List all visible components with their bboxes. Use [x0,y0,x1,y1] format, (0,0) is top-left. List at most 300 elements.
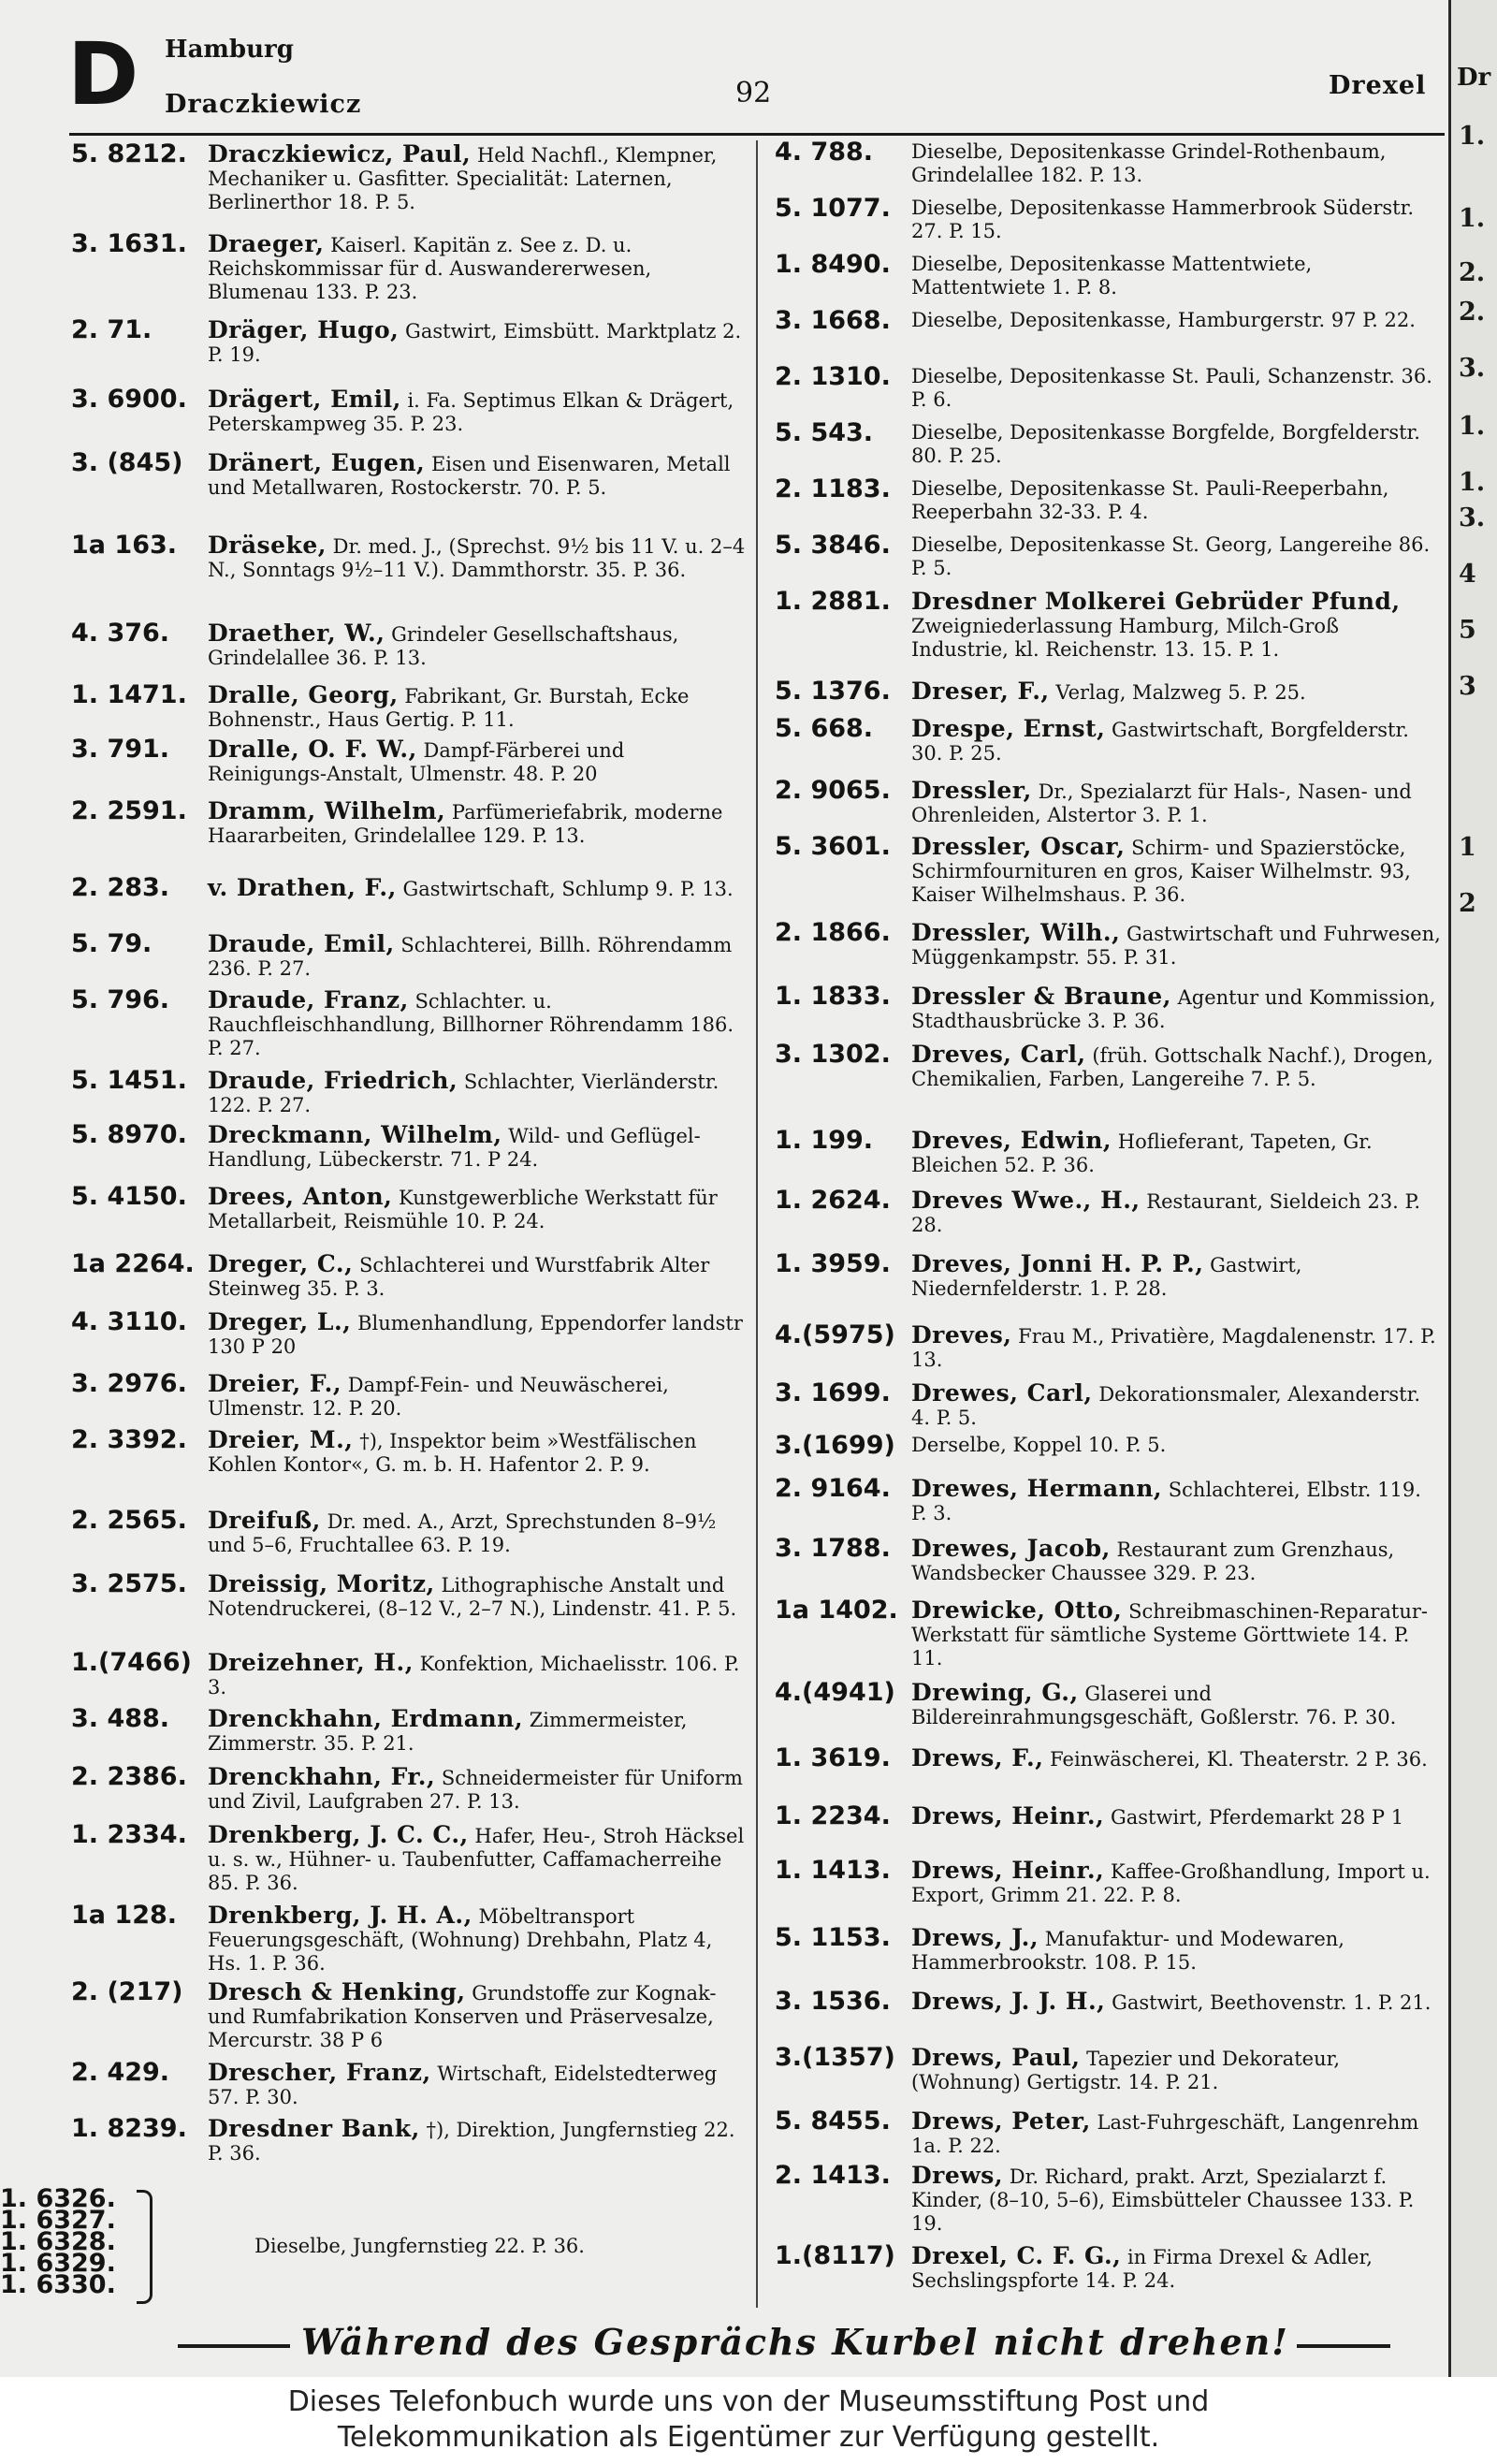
entry-details: Tapezier und Dekorateur, (Wohnung) Gertigstr. 14. P. 21. [911,2048,1341,2093]
phone-number: 2. 1413. [775,2161,891,2190]
entry-details: Dieselbe, Depositenkasse Grindel-Rothenbaum, Grindelallee 182. P. 13. [911,140,1387,186]
entry-body [208,1123,747,1172]
entry-details: Agentur und Kommission, Stadthausbrücke 3. P. 36. [911,986,1436,1032]
phone-number: 1. 2624. [775,1186,891,1215]
adjacent-page-fragment: 2. [1459,298,1486,327]
directory-entry [71,621,747,670]
entry-body [911,1188,1441,1237]
phone-number: 2. 1183. [775,474,891,503]
phone-number: 2. 2386. [71,1762,187,1791]
adjacent-page-edge [1448,0,1497,2377]
directory-entry [71,737,747,786]
phone-number: 1.(8117) [775,2241,895,2270]
phone-number: 2. 9164. [775,1474,891,1503]
entry-details: Schlachterei und Wurstfabrik Alter Steinweg 35. P. 3. [208,1254,710,1300]
directory-entry [71,1425,747,1477]
directory-entry [775,2161,1441,2236]
directory-entry [775,776,1441,827]
directory-entry [71,2058,747,2109]
ownership-notice-line-2: Telekommunikation als Eigentümer zur Verfügung gestellt. [337,2421,1160,2454]
entry-details: Wild- und Geflügel-Handlung, Lübeckerstr. 71. P 24. [208,1125,701,1171]
subscriber-name: Drenckhahn, Erdmann, [208,1705,524,1732]
directory-entry [71,1307,747,1359]
subscriber-name: Dreger, L., [208,1308,352,1335]
entry-body [911,2046,1441,2094]
subscriber-name: Draude, Franz, [208,986,409,1013]
entry-body [208,232,747,304]
entry-body [208,988,747,1060]
entry-body [208,799,747,848]
subscriber-name: Dreves, Edwin, [911,1127,1112,1154]
directory-entry [775,1431,1441,1460]
subscriber-name: Drews, F., [911,1744,1044,1771]
entry-body [911,1537,1441,1585]
phone-number: 3. 2575. [71,1569,187,1598]
slogan-rule-right [1297,2344,1390,2348]
entry-details: Dieselbe, Depositenkasse Mattentwiete, Mattentwiete 1. P. 8. [911,253,1313,299]
phone-number: 4. 376. [71,619,170,648]
subscriber-name: Dreger, C., [208,1250,354,1277]
subscriber-name: Dresdner Bank, [208,2115,420,2142]
ownership-notice-line-1: Dieses Telefonbuch wurde uns von der Museumsstiftung Post und [287,2385,1210,2418]
phone-number: 4. 788. [775,138,874,167]
header-rule [69,133,1445,136]
subscriber-name: Drews, J., [911,1924,1039,1951]
entry-details: Möbeltransport Feuerungsgeschäft, (Wohnung) Drehbahn, Platz 4, Hs. 1. P. 36. [208,1905,713,1975]
entry-body [208,1651,747,1699]
directory-entry [775,533,1441,580]
phone-number: 4. 3110. [71,1307,187,1336]
phone-number: 3. 1788. [775,1534,891,1563]
directory-entry [71,448,747,500]
entry-body [911,1381,1441,1430]
phone-number: 1. 2234. [775,1801,891,1830]
entry-body [911,921,1441,970]
entry-body [911,1434,1441,1457]
phone-number: 1. 3959. [775,1249,891,1278]
phone-number: 2. 1310. [775,362,891,391]
directory-entry [775,1678,1441,1729]
subscriber-name: Dreves Wwe., H., [911,1187,1141,1214]
subscriber-name: Dreves, Carl, [911,1041,1086,1068]
adjacent-page-fragment: 1 [1459,833,1476,862]
entry-details: Glaserei und Bildereinrahmungsgeschäft, Goßlerstr. 76. P. 30. [911,1683,1397,1728]
adjacent-page-fragment: 2. [1459,258,1486,287]
entry-details: Zimmermeister, Zimmerstr. 35. P. 21. [208,1709,688,1755]
directory-entry [775,832,1441,907]
entry-details: Schlachterei, Billh. Röhrendamm 236. P. 27. [208,934,733,980]
adjacent-page-fragment: 3 [1459,672,1476,701]
entry-body [208,876,747,901]
entry-details: Gastwirt, Niedernfelderstr. 1. P. 28. [911,1254,1302,1300]
adjacent-page-fragment: 3. [1459,354,1486,383]
entry-body [208,2117,747,2165]
directory-entry [71,533,747,582]
entry-details: Schneidermeister für Uniform und Zivil, Laufgraben 27. P. 13. [208,1767,743,1813]
subscriber-name: Dräseke, [208,532,327,559]
adjacent-page-fragment: 1. [1459,412,1486,441]
phone-number: 1. 8490. [775,250,891,279]
entry-details: Wirtschaft, Eidelstedterweg 57. P. 30. [208,2063,718,2108]
directory-entry [71,1066,747,1117]
subscriber-name: Dreser, F., [911,678,1050,705]
bracket-phone-number: 1. 6326. [0,2184,116,2213]
phone-number: 2. 429. [71,2058,170,2087]
adjacent-page-fragment: 5 [1459,616,1476,645]
directory-entry [71,387,747,436]
entry-details: Gastwirtschaft, Schlump 9. P. 13. [402,878,734,900]
entry-details: Gastwirtschaft, Borgfelderstr. 30. P. 25. [911,719,1409,765]
bracket-phone-number: 1. 6328. [0,2227,116,2256]
entry-details: Dieselbe, Depositenkasse St. Pauli-Reeperbahn, Reeperbahn 32-33. P. 4. [911,477,1389,523]
entry-details: Hafer, Heu-, Stroh Häcksel u. s. w., Hühner- u. Taubenfutter, Caffamacherreihe 85. P. 36. [208,1825,745,1894]
phone-number: 5. 543. [775,418,874,447]
subscriber-name: Drewes, Hermann, [911,1475,1163,1502]
entry-body [911,2164,1441,2236]
directory-entry [775,679,1441,705]
phone-number: 5. 1451. [71,1066,187,1095]
directory-entry [775,1534,1441,1585]
entry-body [911,1477,1441,1525]
entry-details: Lithographische Anstalt und Notendruckerei, (8–12 V., 2–7 N.), Lindenstr. 41. P. 5. [208,1574,737,1620]
page-number: 92 [735,77,772,109]
entry-body [208,737,747,786]
phone-number: 3. 488. [71,1704,170,1733]
phone-number: 1. 8239. [71,2114,187,2143]
entry-body [911,1746,1441,1771]
phone-number: 3.(1357) [775,2043,895,2072]
entry-details: Grindeler Gesellschaftshaus, Grindelallee 36. P. 13. [208,623,679,669]
entry-body [911,2244,1441,2293]
directory-entry [775,918,1441,970]
directory-entry [775,362,1441,412]
subscriber-name: Drescher, Franz, [208,2059,431,2086]
entry-details: †), Direktion, Jungfernstieg 22. P. 36. [208,2119,735,2165]
adjacent-page-fragment: 1. [1459,468,1486,497]
subscriber-name: Draude, Friedrich, [208,1067,458,1094]
entry-body [208,1823,747,1895]
subscriber-name: v. Drathen, F., [208,874,397,901]
directory-entry [71,796,747,848]
directory-entry [775,306,1441,335]
phone-number: 1.(7466) [71,1648,192,1677]
entry-body [208,451,747,500]
directory-entry [71,1648,747,1699]
directory-entry [775,2109,1441,2158]
directory-entry [71,1820,747,1895]
subscriber-name: Draude, Emil, [208,930,395,957]
adjacent-page-fragment: 4 [1459,560,1476,589]
subscriber-name: Dreckmann, Wilhelm, [208,1121,502,1148]
phone-number: 2. 283. [71,873,170,902]
subscriber-name: Dresdner Molkerei Gebrüder Pfund, [911,588,1401,615]
entry-body [911,253,1441,299]
phone-number: 5. 3846. [775,531,891,560]
directory-entry [71,1569,747,1621]
subscriber-name: Drenkberg, J. H. A., [208,1902,472,1929]
entry-body [208,1069,747,1117]
phone-number: 1. 3619. [775,1743,891,1772]
phone-number: 3. 791. [71,735,170,764]
subscriber-name: Draczkiewicz, Paul, [208,140,472,168]
directory-entry [71,139,747,214]
entry-body [208,1372,747,1421]
entry-body [911,197,1441,243]
entry-body [208,1310,747,1359]
subscriber-name: Drees, Anton, [208,1183,393,1210]
phone-number: 1a 128. [71,1901,178,1930]
subscriber-name: Drespe, Ernst, [911,715,1106,742]
directory-entry [775,140,1441,187]
directory-entry [775,2241,1441,2293]
directory-entry [71,229,747,304]
directory-entry [71,873,747,902]
subscriber-name: Drägert, Emil, [208,386,401,413]
directory-entry [775,1923,1441,1975]
entry-body [911,1681,1441,1729]
phone-number: 2. 1866. [775,918,891,947]
subscriber-name: Drews, Paul, [911,2044,1081,2071]
entry-details: Hoflieferant, Tapeten, Gr. Bleichen 52. P. 36. [911,1130,1373,1176]
directory-entry [71,985,747,1060]
entry-body [911,1323,1441,1372]
first-entry-key: Draczkiewicz [165,90,362,119]
phone-number: 2. 3392. [71,1425,187,1454]
entry-body [911,1990,1441,2015]
entry-body [208,1509,747,1557]
phone-number: 3. 2976. [71,1369,187,1398]
entry-body [208,621,747,670]
entry-details: Restaurant zum Grenzhaus, Wandsbecker Chaussee 329. P. 23. [911,1538,1395,1584]
adjacent-page-fragment: 3. [1459,503,1486,532]
directory-entry [775,984,1441,1033]
entry-details: Dr. med. J., (Sprechst. 9½ bis 11 V. u. 2–4 N., Sonntags 9½–11 V.). Dammthorstr. 35. P. 36. [208,535,746,581]
entry-details: Zweigniederlassung Hamburg, Milch-Groß Industrie, kl. Reichenstr. 13. 15. P. 1. [911,615,1340,661]
entry-details: Last-Fuhrgeschäft, Langenrehm 1a. P. 22. [911,2111,1419,2157]
entry-body [911,421,1441,468]
subscriber-name: Drewes, Jacob, [911,1535,1111,1562]
phone-number: 1. 1471. [71,680,187,709]
subscriber-name: Drexel, C. F. G., [911,2242,1122,2269]
entry-body [911,309,1441,332]
phone-number: 5. 1153. [775,1923,891,1952]
adjacent-page-fragment: 1. [1459,204,1486,233]
subscriber-name: Dressler, Wilh., [911,919,1121,946]
phone-number: 2. 2591. [71,796,187,825]
directory-entry [775,1987,1441,2016]
directory-entry [71,1977,747,2052]
phone-number: 5. 668. [775,714,874,743]
subscriber-name: Dreizehner, H., [208,1649,414,1676]
entry-details: †), Inspektor beim »Westfälischen Kohlen Kontor«, G. m. b. H. Hafentor 2. P. 9. [208,1430,697,1476]
bracket-number-group [0,2184,122,2299]
entry-body [208,1765,747,1814]
entry-details: Dieselbe, Depositenkasse St. Georg, Langereihe 86. P. 5. [911,533,1431,579]
subscriber-name: Draeger, [208,230,325,257]
phone-number: 5. 1376. [775,677,891,706]
adjacent-page-fragment: 2 [1459,889,1476,918]
entry-body [911,1859,1441,1907]
entry-details: Dieselbe, Depositenkasse Borgfelde, Borgfelderstr. 80. P. 25. [911,421,1420,467]
entry-body [208,1707,747,1756]
entry-body [208,387,747,436]
directory-entry [71,929,747,981]
directory-entry [775,1801,1441,1830]
entry-body [911,835,1441,907]
entry-body [208,2061,747,2109]
column-divider [756,140,758,2308]
subscriber-name: Dramm, Wilhelm, [208,797,446,824]
directory-entry [775,714,1441,765]
entry-details: Dieselbe, Depositenkasse Hammerbrook Süderstr. 27. P. 15. [911,197,1414,242]
phone-number: 2. (217) [71,1977,183,2006]
entry-details: i. Fa. Septimus Elkan & Drägert, Peterskampweg 35. P. 23. [208,389,734,435]
subscriber-name: Dreves, [911,1321,1012,1349]
last-entry-key: Drexel [1329,71,1427,100]
directory-entry [71,1903,747,1976]
directory-entry [775,587,1441,662]
entry-details: Feinwäscherei, Kl. Theaterstr. 2 P. 36. [1050,1748,1428,1771]
phone-number: 2. 2565. [71,1506,187,1535]
subscriber-name: Drewicke, Otto, [911,1596,1123,1624]
phone-number: 1a 1402. [775,1596,898,1625]
adjacent-page-fragment: 1. [1459,122,1486,151]
directory-entry [775,194,1441,243]
entry-details: Schlachterei, Elbstr. 119. P. 3. [911,1479,1421,1524]
ownership-notice [0,2377,1497,2464]
section-letter: D [67,24,139,124]
directory-entry [775,2043,1441,2094]
entry-details: Konfektion, Michaelisstr. 106. P. 3. [208,1653,740,1699]
directory-entry [775,1856,1441,1907]
subscriber-name: Dralle, Georg, [208,681,399,708]
entry-body [911,717,1441,765]
entry-details: Manufaktur- und Modewaren, Hammerbrookstr. 108. P. 15. [911,1928,1344,1974]
subscriber-name: Drenkberg, J. C. C., [208,1821,469,1848]
directory-entry [775,1188,1441,1237]
entry-body [208,683,747,732]
entry-body [911,679,1441,705]
directory-entry [775,1249,1441,1301]
entry-body [911,533,1441,580]
phone-number: 3. 1699. [775,1378,891,1407]
subscriber-name: Dresch & Henking, [208,1978,466,2005]
entry-body [911,477,1441,524]
entry-body [911,1926,1441,1975]
phone-number: 4.(4941) [775,1678,895,1707]
directory-entry [775,1320,1441,1372]
entry-details: Blumenhandlung, Eppendorfer landstr 130 P 20 [208,1312,743,1358]
directory-entry [71,1506,747,1557]
entry-body [911,590,1441,662]
entry-body [208,1903,747,1976]
entry-details: Restaurant, Sieldeich 23. P. 28. [911,1190,1421,1236]
phone-number: 5. 8212. [71,139,187,168]
entry-body [208,932,747,981]
phone-number: 5. 3601. [775,832,891,861]
directory-entry [71,1182,747,1233]
entry-body [911,779,1441,827]
phone-number: 4.(5975) [775,1320,895,1349]
subscriber-name: Dreier, M., [208,1426,354,1453]
directory-entry [71,315,747,367]
directory-entry [775,418,1441,468]
phone-number: 5. 79. [71,929,153,958]
subscriber-name: Dreissig, Moritz, [208,1570,435,1597]
phone-number: 5. 1077. [775,194,891,223]
entry-body [911,1598,1441,1670]
phone-number: 1a 2264. [71,1249,195,1278]
subscriber-name: Drews, Heinr., [911,1802,1105,1830]
entry-details: Gastwirt, Eimsbütt. Marktplatz 2. P. 19. [208,320,742,366]
entry-body [208,1252,747,1301]
phone-number: 5. 8970. [71,1120,187,1149]
subscriber-name: Drenckhahn, Fr., [208,1763,436,1790]
entry-details: Dieselbe, Depositenkasse, Hamburgerstr. 97 P. 22. [911,309,1416,331]
entry-body [208,1428,747,1477]
phone-number: 2. 9065. [775,776,891,805]
phone-number: 3.(1699) [775,1431,895,1460]
entry-body [911,1042,1441,1091]
entry-body [208,1980,747,2052]
phone-number: 5. 796. [71,985,170,1014]
directory-entry [775,474,1441,524]
entry-details: in Firma Drexel & Adler, Sechslingspforte 14. P. 24. [911,2246,1373,2292]
directory-entry [775,1474,1441,1525]
entry-details: Schlachter, Vierländerstr. 122. P. 27. [208,1071,719,1116]
phone-number: 3. (845) [71,448,183,477]
entry-body [911,2109,1441,2158]
entry-details: Eisen und Eisenwaren, Metall und Metallwaren, Rostockerstr. 70. P. 5. [208,453,731,499]
phone-number: 1. 2334. [71,1820,187,1849]
phone-number: 5. 8455. [775,2107,891,2136]
phone-number: 3. 6900. [71,385,187,414]
entry-body [911,1129,1441,1177]
bracket-phone-number: 1. 6327. [0,2206,116,2235]
entry-body [911,140,1441,187]
entry-body [911,1252,1441,1301]
phone-number: 3. 1631. [71,229,187,258]
phone-number: 2. 71. [71,315,153,344]
directory-entry [71,2114,747,2165]
subscriber-name: Drews, Heinr., [911,1857,1105,1884]
phone-number: 3. 1668. [775,306,891,335]
entry-body [208,142,747,214]
subscriber-name: Drews, J. J. H., [911,1988,1106,2015]
phone-number: 1. 2881. [775,587,891,616]
entry-body [208,1572,747,1621]
subscriber-name: Dressler, Oscar, [911,833,1126,860]
phone-number: 1a 163. [71,531,178,560]
subscriber-name: Draether, W., [208,620,385,647]
subscriber-name: Drews, [911,2162,1004,2189]
entry-details: Dampf-Fein- und Neuwäscherei, Ulmenstr. 12. P. 20. [208,1374,669,1420]
entry-body [208,533,747,582]
subscriber-name: Dreves, Jonni H. P. P., [911,1250,1204,1277]
entry-details: Derselbe, Koppel 10. P. 5. [911,1434,1167,1456]
subscriber-name: Dränert, Eugen, [208,449,426,476]
phone-number: 1. 199. [775,1126,874,1155]
entry-details: Kaffee-Großhandlung, Import u. Export, Grimm 21. 22. P. 8. [911,1860,1431,1906]
entry-details: Dr. med. A., Arzt, Sprechstunden 8–9½ und 5–6, Fruchtallee 63. P. 19. [208,1510,717,1556]
subscriber-name: Drewes, Carl, [911,1379,1093,1407]
directory-entry [71,680,747,732]
directory-entry [71,1369,747,1421]
adjacent-page-key: Dr [1457,64,1491,92]
entry-body [911,1804,1441,1830]
entry-details: Verlag, Malzweg 5. P. 25. [1055,681,1306,704]
entry-details: Schlachter. u. Rauchfleischhandlung, Billhorner Röhrendamm 186. P. 27. [208,990,734,1059]
